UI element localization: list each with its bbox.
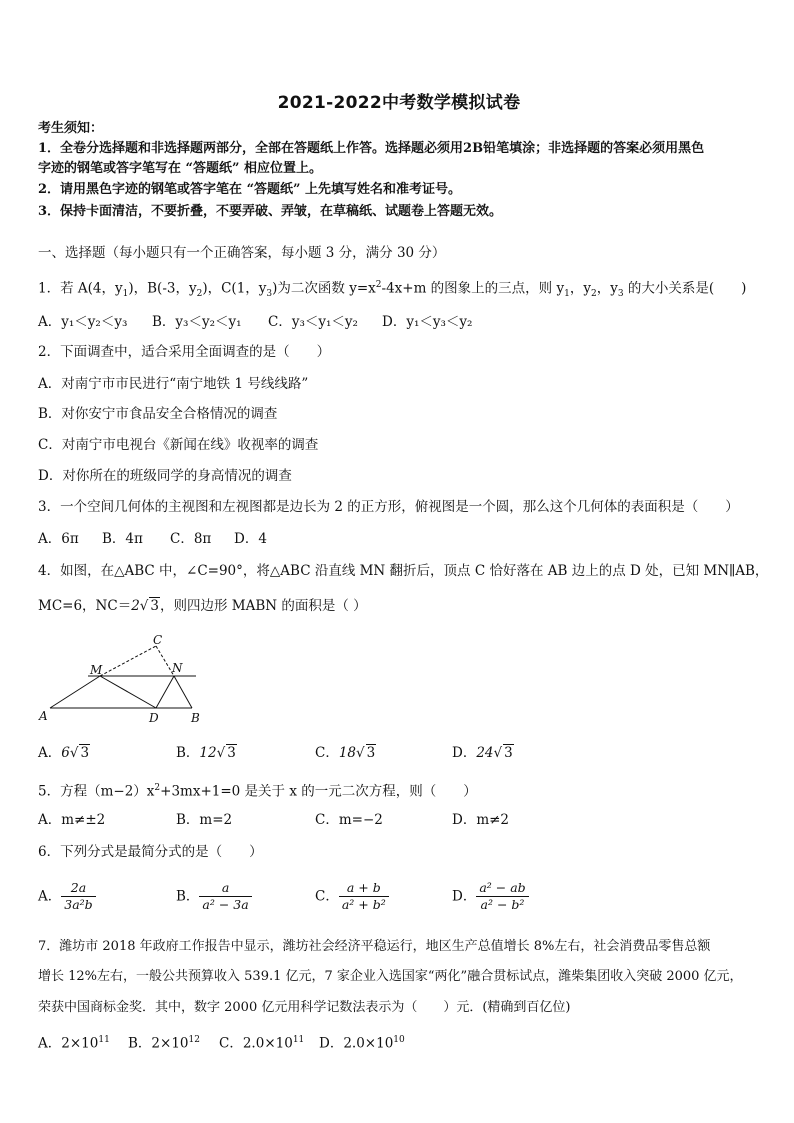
question-6-stem: 6．下列分式是最简分式的是（ ） [38, 844, 263, 860]
q6-option-d: D． $\frac{\text{a² − ab}}{\text{a² − b²}}$ [452, 880, 529, 913]
q5-option-c: C．m=−2 [315, 812, 383, 828]
triangle-figure [38, 630, 218, 726]
question-2-stem: 2．下面调查中，适合采用全面调查的是（ ） [38, 344, 331, 360]
q2-option-a: A．对南宁市市民进行“南宁地铁 1 号线线路” [38, 376, 309, 392]
q1-option-a: A．y₁＜y₂＜y₃ [38, 314, 128, 330]
notice-line-1: 1．全卷分选择题和非选择题两部分，全部在答题纸上作答。选择题必须用2B铅笔填涂；非选择题的答案必须用黑色 [38, 141, 705, 156]
q1-option-d: D．y₁＜y₃＜y₂ [382, 314, 473, 330]
label-d: D [149, 711, 159, 725]
q1-option-c: C．y₃＜y₁＜y₂ [268, 314, 358, 330]
notice-heading: 考生须知： [38, 121, 104, 136]
q2-option-d: D．对你所在的班级同学的身高情况的调查 [38, 468, 292, 484]
q5-option-b: B．m=2 [176, 812, 233, 828]
notice-line-2: 字迹的钢笔或答字笔写在 “答题纸” 相应位置上。 [38, 161, 323, 176]
question-7-line-1: 7．潍坊市 2018 年政府工作报告中显示，潍坊社会经济平稳运行，地区生产总值增长 8%左右，社会消费品零售总额 [38, 939, 711, 954]
notice-line-4: 3．保持卡面清洁，不要折叠，不要弄破、弄皱，在草稿纸、试题卷上答题无效。 [38, 204, 503, 219]
q3-option-d: D．4 [234, 531, 267, 547]
q4-option-b: B．12√ 3 [176, 745, 236, 761]
q4-option-a: A．6√ 3 [38, 745, 90, 761]
q6-option-b: B． $\frac{a}{\text{a² − 3a}}$ [176, 880, 252, 913]
question-4-stem-line-2: MC=6，NC＝2√ 3，则四边形 MABN 的面积是（ ） [38, 598, 367, 614]
q4-option-c: C．18√ 3 [315, 745, 376, 761]
q5-option-d: D．m≠2 [452, 812, 510, 828]
q7-option-d: D．$2.0\times 10^{10}$ [319, 1035, 405, 1052]
question-5-stem: 5．方程$(m-2)x^2+3mx+1=0$ 是关于 x 的一元二次方程，则（ ） [38, 783, 477, 800]
label-m: M [90, 663, 103, 677]
q2-option-c: C．对南宁市电视台《新闻在线》收视率的调查 [38, 437, 319, 453]
q3-option-c: C．8π [170, 531, 212, 547]
label-n: N [172, 661, 183, 675]
notice-line-3: 2．请用黑色字迹的钢笔或答字笔在 “答题纸” 上先填写姓名和准考证号。 [38, 182, 462, 197]
sqrt-expression: 2√ 3 [131, 598, 159, 614]
label-a: A [39, 709, 48, 723]
q1-option-b: B．y₃＜y₂＜y₁ [152, 314, 242, 330]
question-4-stem-line-1: 4．如图，在△ABC 中，∠C=90°，将△ABC 沿直线 MN 翻折后，顶点 C 恰好落在 AB 边上的点 D 处，已知 MN∥AB， [38, 563, 769, 579]
q6-option-c: C． $\frac{a + b}{\text{a² + b²}}$ [315, 880, 389, 913]
question-7-line-2: 增长 12%左右，一般公共预算收入 539.1 亿元，7 家企业入选国家“两化”融合贯标试点，潍柴集团收入突破 2000 亿元， [38, 969, 743, 984]
q5-option-a: A．m≠±2 [38, 812, 106, 828]
q3-option-a: A．6π [38, 531, 79, 547]
question-1-stem: 1．若 A(4，$y_1$)，B(-3，$y_2$)，C(1，$y_3$)为二次函数 $y=x^2-4x+m$ 的图象上的三点，则 $y_1$，$y_2$，$y_3$ 的大小关系是( ) [38, 280, 747, 300]
q6-option-a: A． $\frac{2a}{\text{3a²b}}$ [38, 880, 96, 913]
q3-option-b: B．4π [102, 531, 143, 547]
q7-option-a: A．$2\times 10^{11}$ [38, 1035, 110, 1052]
page-title: 2021-2022中考数学模拟试卷 [277, 93, 521, 113]
q4-option-d: D．24√ 3 [452, 745, 513, 761]
question-3-stem: 3．一个空间几何体的主视图和左视图都是边长为 2 的正方形，俯视图是一个圆，那么这个几何体的表面积是（ ） [38, 499, 739, 515]
label-c: C [153, 633, 163, 647]
q2-option-b: B．对你安宁市食品安全合格情况的调查 [38, 406, 278, 422]
q7-option-c: C．$2.0\times 10^{11}$ [219, 1035, 305, 1052]
q7-option-b: B．$2\times 10^{12}$ [128, 1035, 200, 1052]
question-7-line-3: 荣获中国商标金奖．其中，数字 2000 亿元用科学记数法表示为（ ）元．(精确到百亿位) [38, 1000, 571, 1015]
label-b: B [191, 711, 200, 725]
section-heading: 一、选择题（每小题只有一个正确答案，每小题 3 分，满分 30 分） [38, 245, 446, 261]
